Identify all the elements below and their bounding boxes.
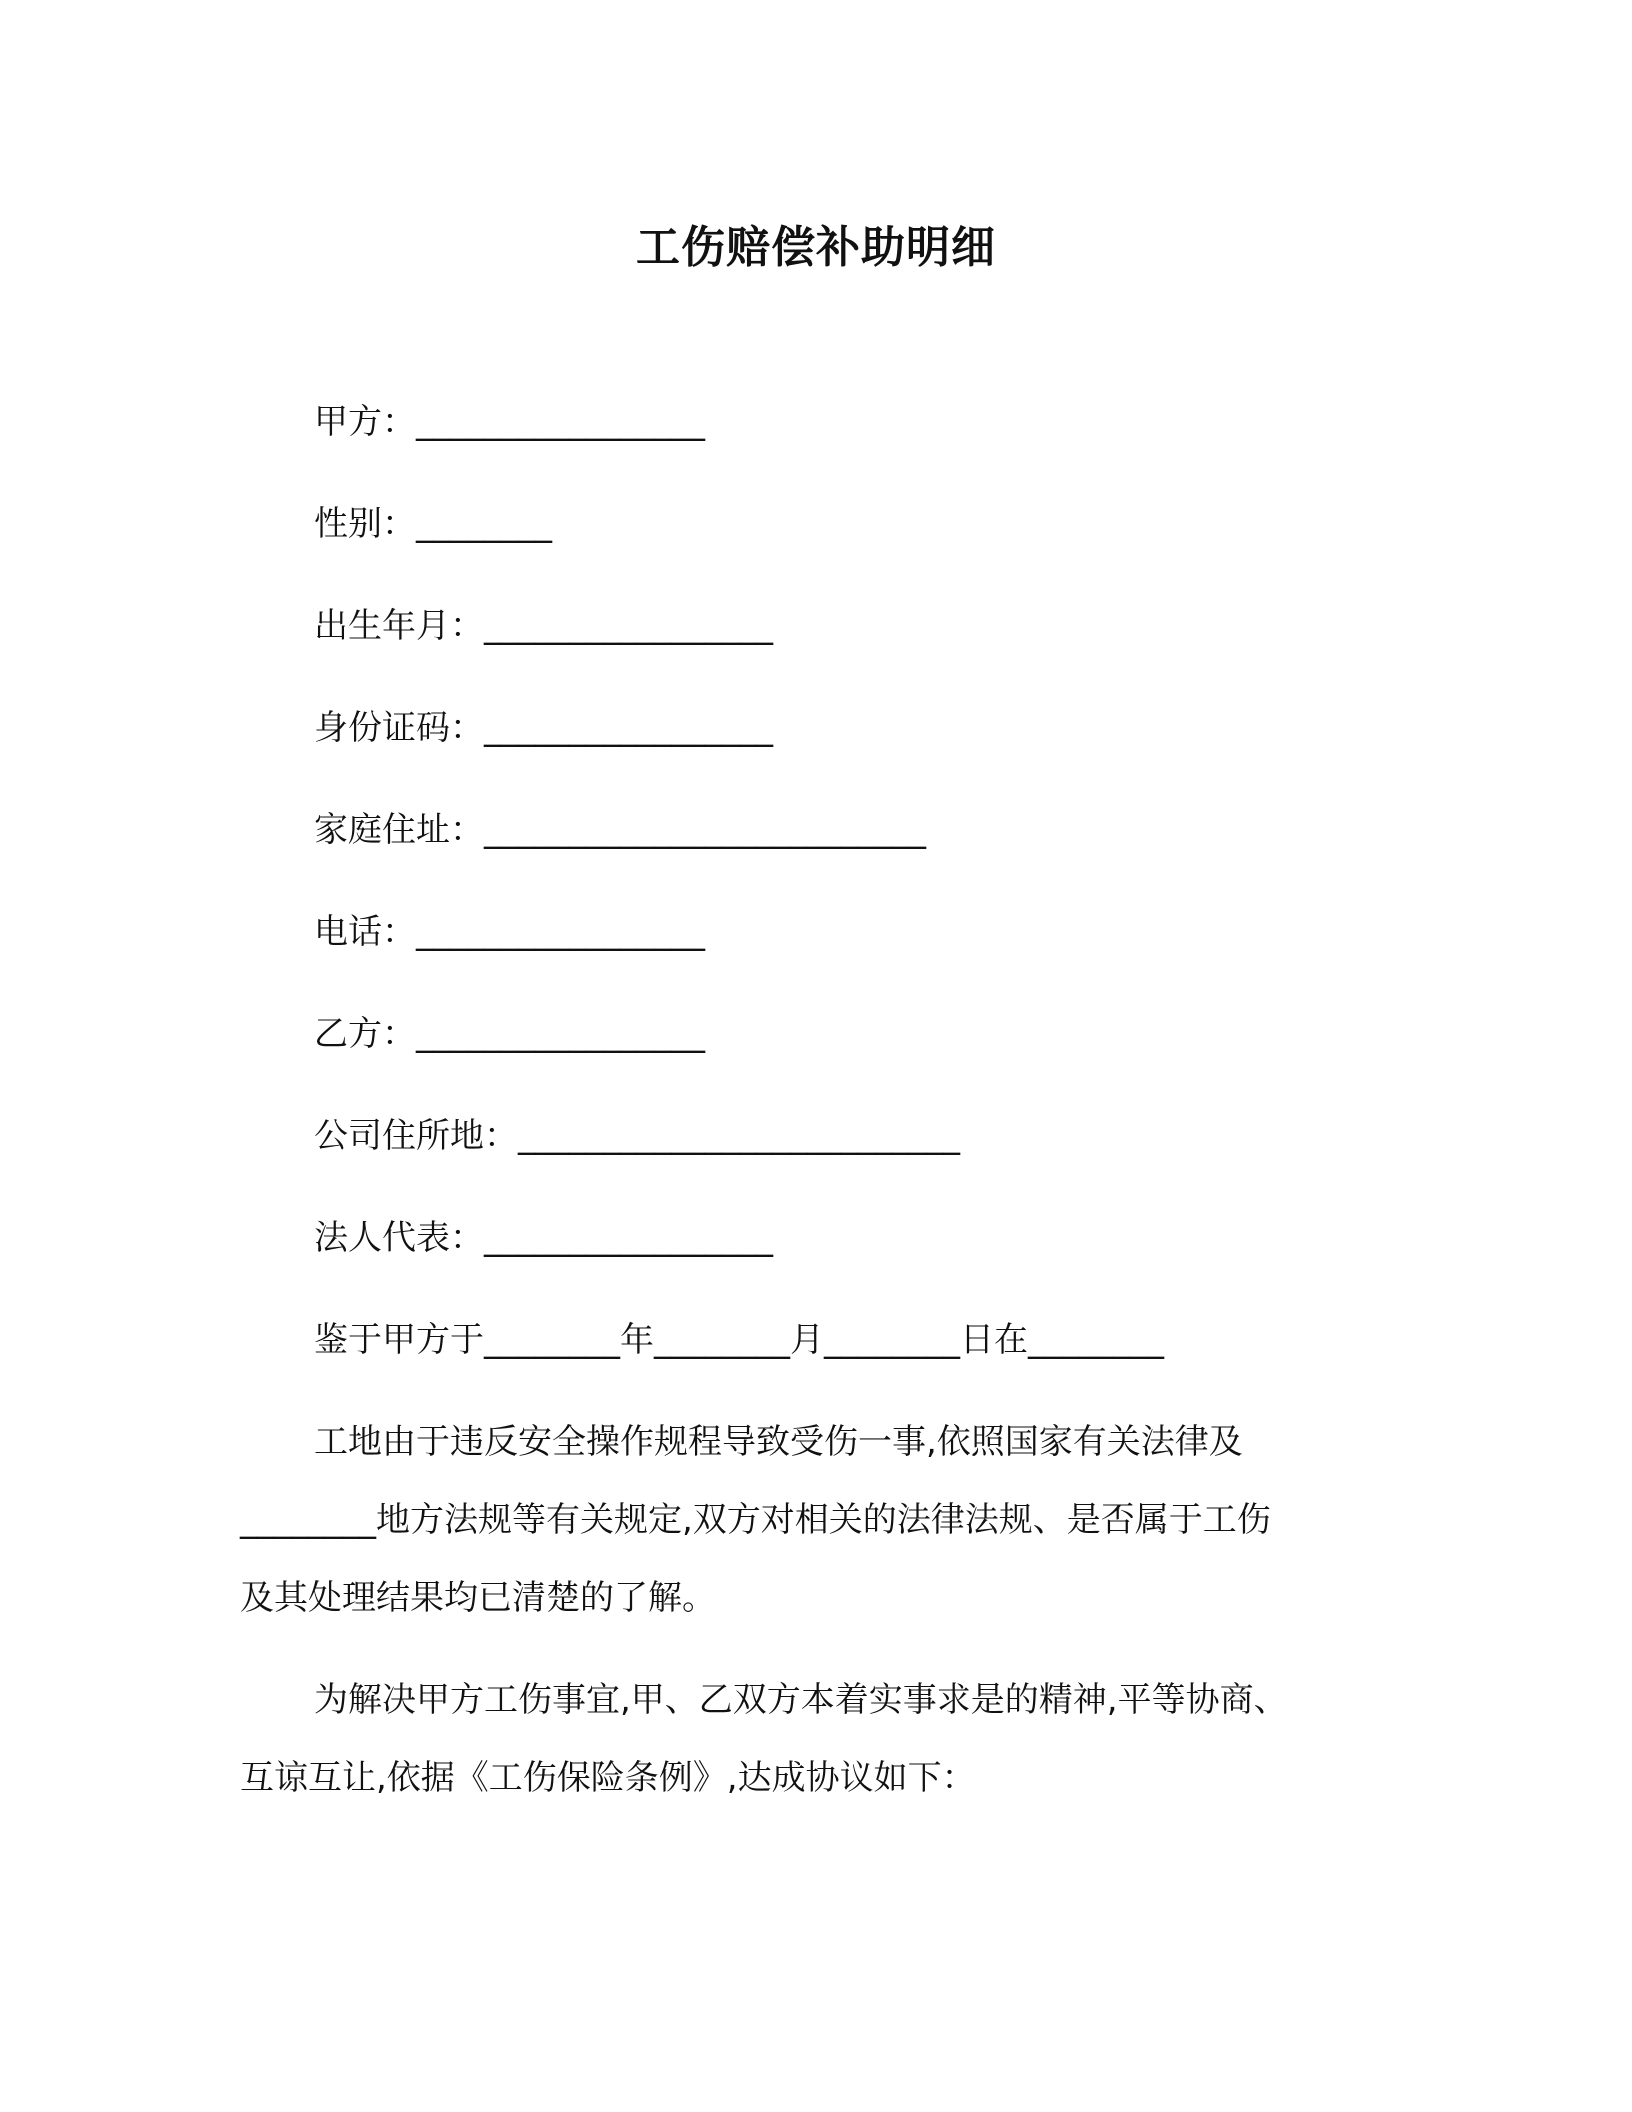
field-gender: 性别：________: [314, 504, 552, 544]
paragraph-1-line-2: ________地方法规等有关规定,双方对相关的法律法规、是否属于工伤: [240, 1500, 1271, 1540]
field-id-number: 身份证码：_________________: [314, 708, 773, 748]
field-company-address: 公司住所地：__________________________: [314, 1116, 960, 1156]
field-legal-representative: 法人代表：_________________: [314, 1218, 773, 1258]
paragraph-1-line-3: 及其处理结果均已清楚的了解。: [240, 1578, 716, 1618]
field-birth-date: 出生年月：_________________: [314, 606, 773, 646]
field-incident-date: 鉴于甲方于________年________月________日在________: [314, 1320, 1164, 1360]
document-title: 工伤赔偿补助明细: [636, 222, 996, 273]
paragraph-2-line-2: 互谅互让,依据《工伤保险条例》,达成协议如下：: [240, 1758, 976, 1798]
paragraph-2-line-1: 为解决甲方工伤事宜,甲、乙双方本着实事求是的精神,平等协商、: [314, 1680, 1288, 1720]
field-party-a: 甲方：_________________: [314, 402, 705, 442]
field-party-b: 乙方：_________________: [314, 1014, 705, 1054]
field-phone: 电话：_________________: [314, 912, 705, 952]
paragraph-1-line-1: 工地由于违反安全操作规程导致受伤一事,依照国家有关法律及: [314, 1422, 1243, 1462]
field-home-address: 家庭住址：__________________________: [314, 810, 926, 850]
